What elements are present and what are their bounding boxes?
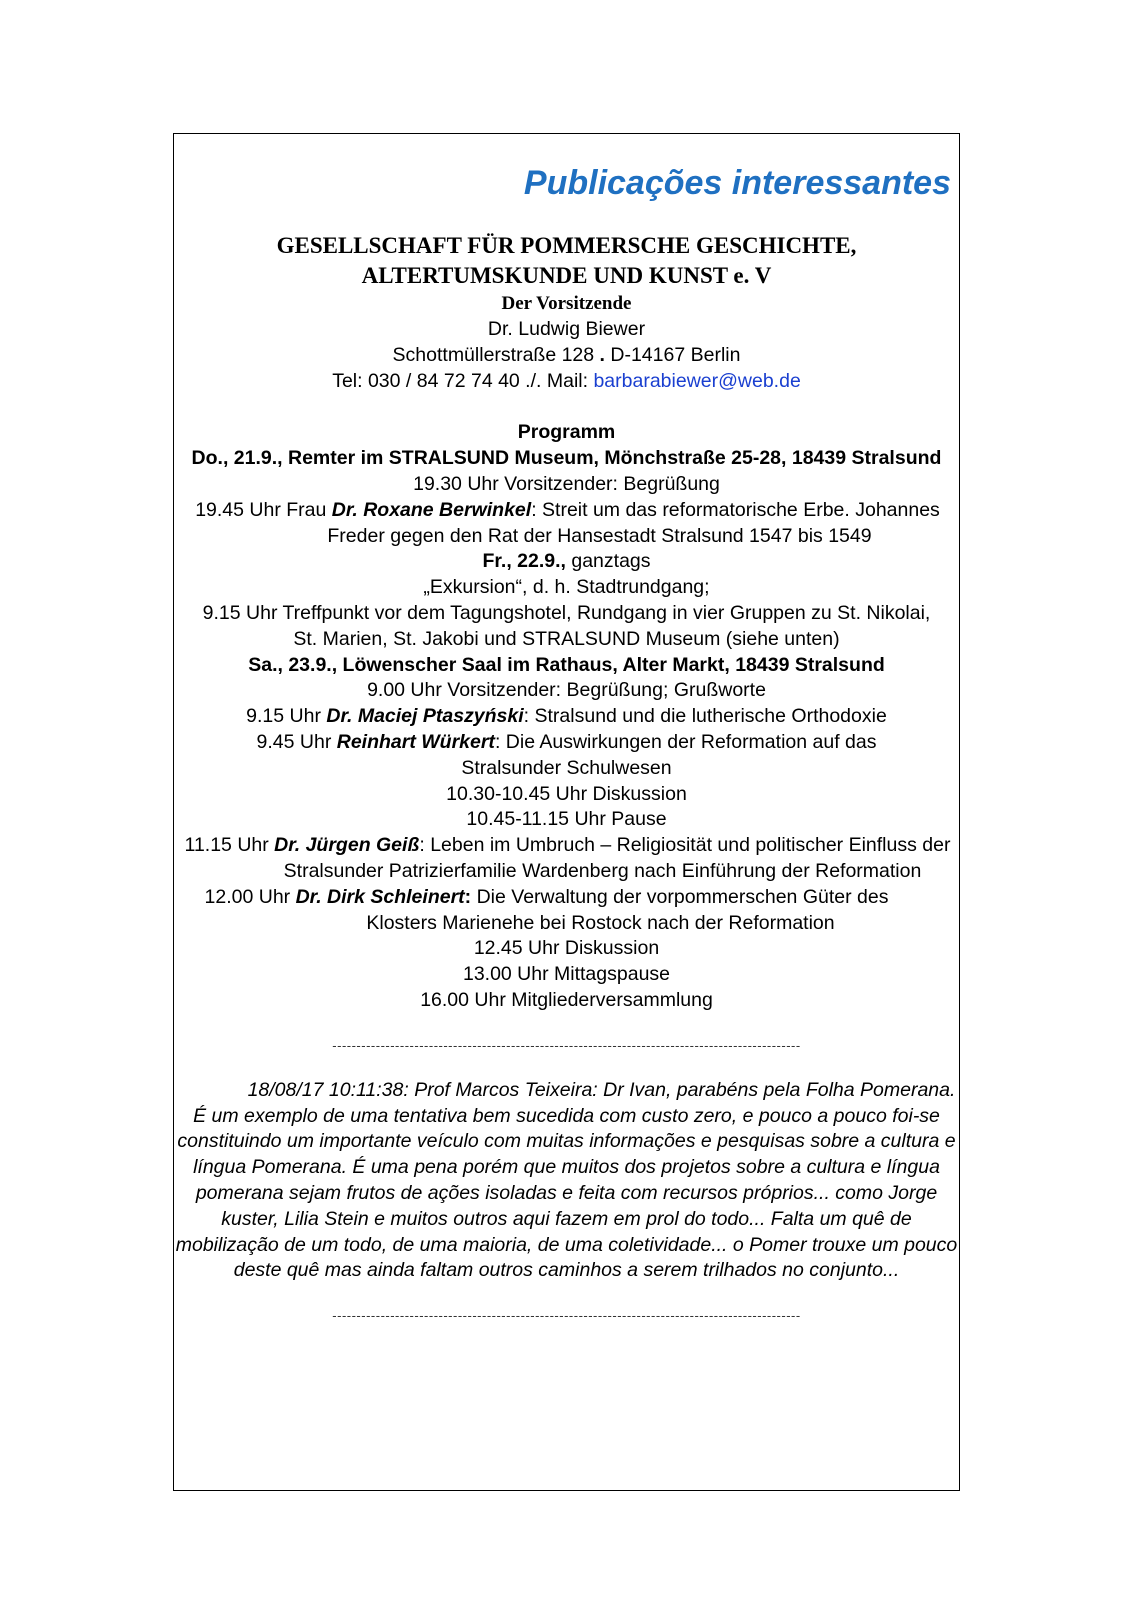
chair-name: Dr. Ludwig Biewer xyxy=(487,318,646,340)
day2-duration: ganztags xyxy=(565,550,651,573)
talk-topic: Die Verwaltung der vorpommerschen Güter des Klosters Marienehe bei Rostock nach der Reformation xyxy=(366,885,889,934)
day2-header xyxy=(174,549,959,575)
speaker-name: Dr. Jürgen Geiß xyxy=(274,834,420,857)
day3-item-4: 10.30-10.45 Uhr Diskussion xyxy=(446,782,687,805)
address-city: D-14167 Berlin xyxy=(610,343,741,366)
content-frame xyxy=(173,133,960,1491)
content-body xyxy=(174,231,959,1326)
comment-header: 18/08/17 10:11:38: Prof Marcos Teixeira: Dr Ivan, parabéns pela Folha Pomerana. xyxy=(247,1078,956,1101)
program-title: Programm xyxy=(517,421,616,444)
speaker-name: Dr. Dirk Schleinert xyxy=(295,885,465,908)
talk-topic: : Leben im Umbruch – Religiosität und politischer Einfluss der Stralsunder Patrizierfamilie Wardenberg nach Einführung der Reformation xyxy=(283,834,951,882)
address-street: Schottmüllerstraße 128 xyxy=(392,343,595,366)
separator-line: ------------------------------------------------------------------------------------------------- xyxy=(332,1037,801,1053)
speaker-name: Dr. Roxane Berwinkel xyxy=(331,498,532,521)
item-time: 11.15 Uhr xyxy=(184,834,275,857)
spacer xyxy=(174,1056,959,1078)
day3-item-3 xyxy=(174,730,959,782)
speaker-colon: : xyxy=(464,885,472,908)
org-name-line-1: GESELLSCHAFT FÜR POMMERSCHE GESCHICHTE, xyxy=(276,233,857,258)
day3-item-10: 16.00 Uhr Mitgliederversammlung xyxy=(420,988,713,1011)
separator-line-bottom: ------------------------------------------------------------------------------------------------- xyxy=(332,1308,801,1324)
day1-header: Do., 21.9., Remter im STRALSUND Museum, Mönchstraße 25-28, 18439 Stralsund xyxy=(191,447,942,470)
day3-header: Sa., 23.9., Löwenscher Saal im Rathaus, Alter Markt, 18439 Stralsund xyxy=(248,653,885,676)
day1-item-2 xyxy=(174,498,959,550)
chair-title: Der Vorsitzende xyxy=(501,293,632,314)
spacer xyxy=(174,1284,959,1306)
spacer xyxy=(174,394,959,420)
talk-topic: : Die Auswirkungen der Reformation auf das Stralsunder Schulwesen xyxy=(461,730,877,779)
contact-prefix: Tel: 030 / 84 72 74 40 ./. Mail: xyxy=(332,369,594,392)
org-name-line-2: ALTERTUMSKUNDE UND KUNST e. V xyxy=(361,263,772,288)
section-heading: Publicações interessantes xyxy=(523,164,951,202)
day3-item-7 xyxy=(174,885,959,937)
speaker-name: Reinhart Würkert xyxy=(336,730,495,753)
talk-topic: : Streit um das reformatorische Erbe. Johannes Freder gegen den Rat der Hansestadt Stralsund 1547 bis 1549 xyxy=(327,498,940,547)
day2-date: Fr., 22.9., xyxy=(482,550,566,573)
item-time: 9.15 Uhr xyxy=(246,705,327,728)
spacer xyxy=(174,1014,959,1036)
talk-topic: : Stralsund und die lutherische Orthodoxie xyxy=(523,705,887,728)
email-link[interactable]: barbarabiewer@web.de xyxy=(593,369,801,392)
item-time: 19.45 Uhr Frau xyxy=(195,498,332,521)
day3-item-8: 12.45 Uhr Diskussion xyxy=(473,937,660,960)
day2-line-1: „Exkursion“, d. h. Stadtrundgang; xyxy=(423,576,710,599)
day3-item-6 xyxy=(174,833,959,885)
day3-item-2 xyxy=(174,704,959,730)
item-time: 9.45 Uhr xyxy=(256,730,337,753)
day3-item-1: 9.00 Uhr Vorsitzender: Begrüßung; Grußworte xyxy=(367,679,766,702)
day1-item-1: 19.30 Uhr Vorsitzender: Begrüßung xyxy=(413,472,720,495)
comment-body: É um exemplo de uma tentativa bem sucedida com custo zero, e pouco a pouco foi-se constituindo um importante veículo com muitas informações e pesquisas sobre a cultura e língua Pomerana. É uma pena porém que muitos dos projetos sobre a cultura e língua pomerana sejam frutos de ações isoladas e feita com recursos próprios... como Jorge kuster, Lilia Stein e muitos outros aqui fazem em prol do todo... Falta um quê de mobilização de um todo, de uma maioria, de uma coletividade... o Pomer trouxe um pouco deste quê mas ainda faltam outros caminhos a serem trilhados no conjunto... xyxy=(175,1104,958,1282)
day3-item-9: 13.00 Uhr Mittagspause xyxy=(462,963,671,986)
contact-line xyxy=(174,369,959,395)
day2-line-3: St. Marien, St. Jakobi und STRALSUND Museum (siehe unten) xyxy=(293,627,840,650)
address-separator: . xyxy=(599,343,605,366)
address xyxy=(174,343,959,369)
speaker-name: Dr. Maciej Ptaszyński xyxy=(326,705,524,728)
item-time: 12.00 Uhr xyxy=(204,885,296,908)
day3-item-5: 10.45-11.15 Uhr Pause xyxy=(466,808,667,831)
day2-line-2: 9.15 Uhr Treffpunkt vor dem Tagungshotel, Rundgang in vier Gruppen zu St. Nikolai, xyxy=(202,601,931,624)
